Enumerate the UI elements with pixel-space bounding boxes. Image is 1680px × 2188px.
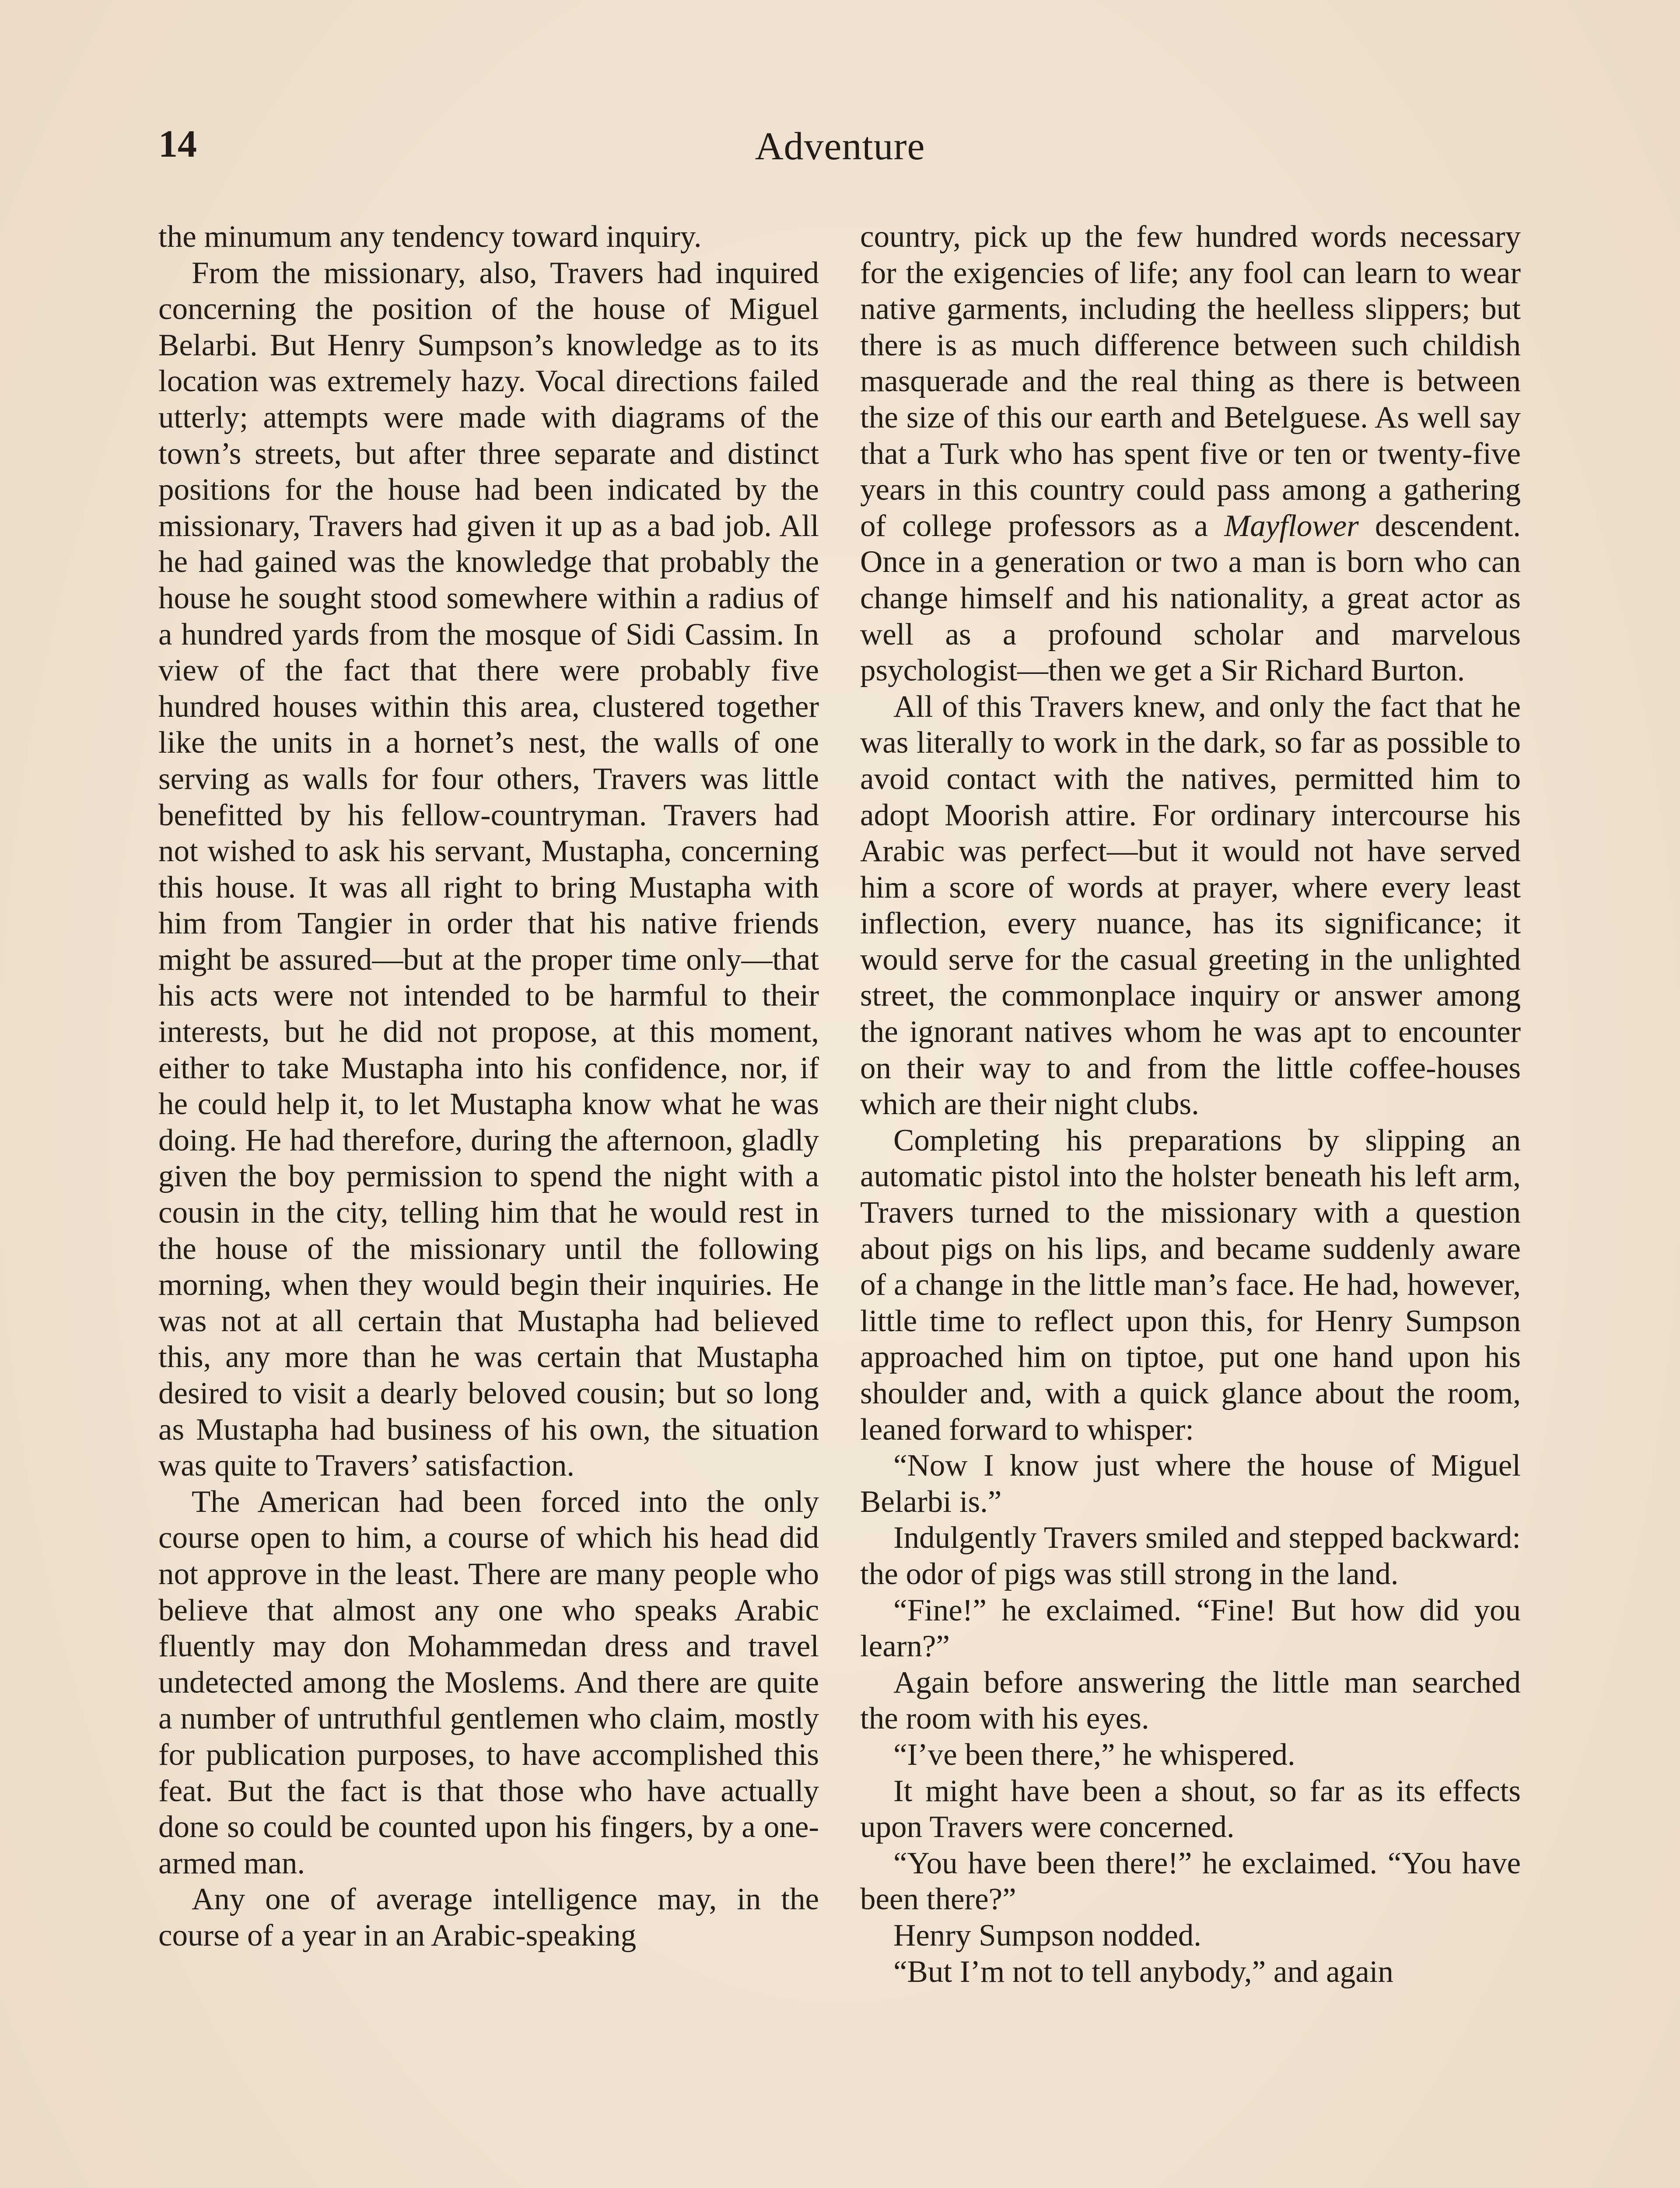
italic-ship-name: Mayflower bbox=[1224, 508, 1359, 543]
paragraph-text: country, pick up the few hundred words necessary for the exigencies of life; any fool can learn to wear native garments, including the heelless slippers; but there is as much difference between such childish masquerade and the real thing as there is between the size of this our earth and Betelguese. As well say that a Turk who has spent five or ten or twenty-five years in this country could pass among a gathering of college professors as a bbox=[860, 220, 1521, 543]
paragraph-continued: the minumum any tendency toward inquiry. bbox=[158, 220, 702, 254]
paragraph: From the missionary, also, Travers had inquired concerning the position of the house of Miguel Belarbi. But Henry Sumpson’s knowledge as to its location was extremely hazy. Vocal directions failed utterly; attempts were made with diagrams of the town’s streets, but after three separate and distinct positions for the house had been indicated by the missionary, Travers had given it up as a bad job. All he had gained was the knowledge that probably the house he sought stood somewhere within a radius of a hundred yards from the mosque of Sidi Cassim. In view of the fact that there were probably five hundred houses within this area, clustered together like the units in a hornet’s nest, the walls of one serving as walls for four others, Travers was little benefitted by his fellow-countryman. Travers had not wished to ask his servant, Mustapha, concerning this house. It was all right to bring Mustapha with him from Tangier in order that his native friends might be assured—but at the proper time only—that his acts were not intended to be harmful to their interests, but he did not propose, at this moment, either to take Mustapha into his confidence, nor, if he could help it, to let Mustapha know what he was doing. He had therefore, during the afternoon, gladly given the boy permission to spend the night with a cousin in the city, telling him that he would rest in the house of the missionary until the following morning, when they would begin their inquiries. He was not at all certain that Mustapha had believed this, any more than he was certain that Mustapha desired to visit a dearly beloved cousin; but so long as Mustapha had business of his own, the situation was quite to Travers’ satisfaction. bbox=[158, 256, 819, 1483]
text-column-right bbox=[860, 219, 1521, 1990]
running-head-title: Adventure bbox=[755, 125, 925, 168]
text-column-left bbox=[158, 219, 819, 1954]
paragraph-text: descendent. Once in a generation or two a man is born who can change himself and his nationality, a great actor as well as a profound scholar and marvelous psychologist—then we get a Sir Richard Burton. bbox=[860, 508, 1521, 688]
paragraph: The American had been forced into the only course open to him, a course of which his head did not approve in the least. There are many people who believe that almost any one who speaks Arabic fluently may don Mohammedan dress and travel undetected among the Moslems. And there are quite a number of untruthful gentlemen who claim, mostly for publication purposes, to have accomplished this feat. But the fact is that those who have actually done so could be counted upon his fingers, by a one-armed man. bbox=[158, 1484, 819, 1880]
page-number: 14 bbox=[158, 123, 197, 165]
paragraph: Any one of average intelligence may, in the course of a year in an Arabic-speaking bbox=[158, 1882, 819, 1953]
paragraph: Completing his preparations by slipping an automatic pistol into the holster beneath his left arm, Travers turned to the missionary with a question about pigs on his lips, and became suddenly aware of a change in the little man’s face. He had, however, little time to reflect upon this, for Henry Sumpson approached him on tiptoe, put one hand upon his shoulder and, with a quick glance about the room, leaned forward to whisper: bbox=[860, 1123, 1521, 1447]
paragraph: Again before answering the little man searched the room with his eyes. bbox=[860, 1665, 1521, 1736]
paragraph-continued bbox=[860, 219, 1521, 689]
paragraph: Henry Sumpson nodded. bbox=[893, 1918, 1202, 1953]
paragraph: “Fine!” he exclaimed. “Fine! But how did you learn?” bbox=[860, 1593, 1521, 1664]
paragraph: “Now I know just where the house of Miguel Belarbi is.” bbox=[860, 1448, 1521, 1519]
paragraph: “But I’m not to tell anybody,” and again bbox=[893, 1954, 1393, 1989]
paragraph: “I’ve been there,” he whispered. bbox=[893, 1737, 1295, 1772]
paragraph: “You have been there!” he exclaimed. “You have been there?” bbox=[860, 1846, 1521, 1917]
paragraph: All of this Travers knew, and only the fact that he was literally to work in the dark, so far as possible to avoid contact with the natives, permitted him to adopt Moorish attire. For ordinary intercourse his Arabic was perfect—but it would not have served him a score of words at prayer, where every least inflection, every nuance, has its significance; it would serve for the casual greeting in the unlighted street, the commonplace inquiry or answer among the ignorant natives whom he was apt to encounter on their way to and from the little coffee-houses which are their night clubs. bbox=[860, 689, 1521, 1122]
paragraph: It might have been a shout, so far as its effects upon Travers were concerned. bbox=[860, 1774, 1521, 1844]
paragraph: Indulgently Travers smiled and stepped backward: the odor of pigs was still strong in the land. bbox=[860, 1521, 1521, 1591]
